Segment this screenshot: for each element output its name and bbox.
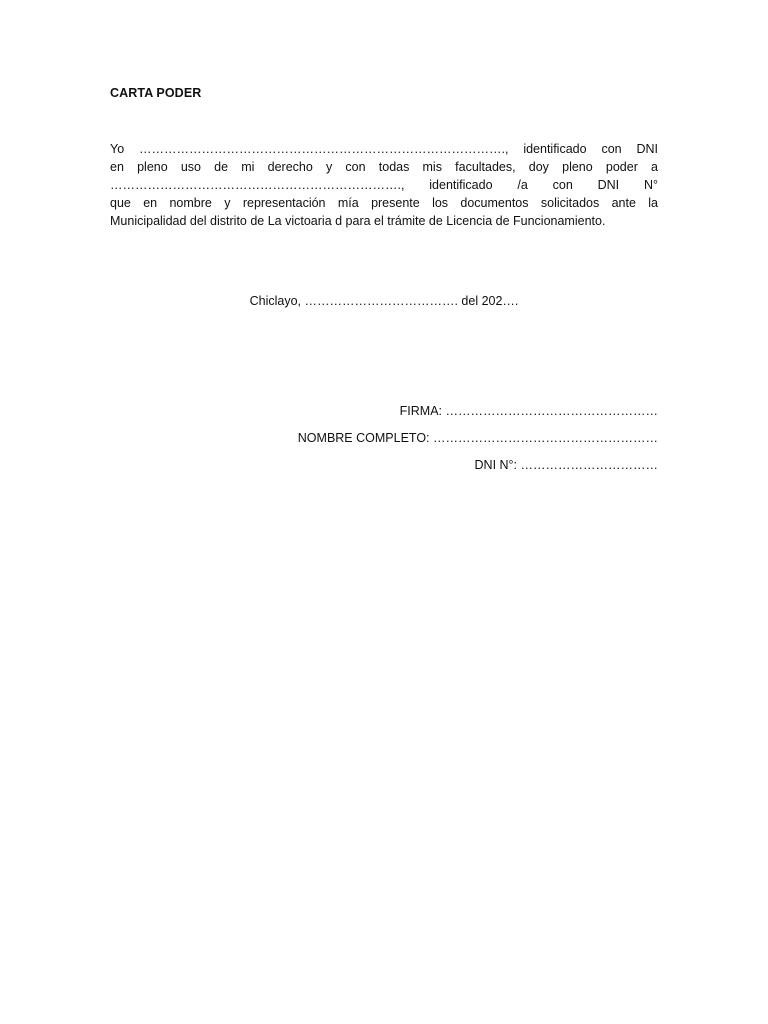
paragraph-line-3: ……………………………………………………………., identificado /a con DNI N° [110, 178, 658, 192]
paragraph-line-2: en pleno uso de mi derecho y con todas mis facultades, doy pleno poder a [110, 160, 658, 174]
paragraph-line-5: Municipalidad del distrito de La victoaria d para el trámite de Licencia de Funcionamiento. [110, 214, 606, 228]
date-line: Chiclayo, ………………………………. del 202…. [249, 294, 519, 308]
paragraph-line-1: Yo ……………………………………………………………………………., identificado con DNI [110, 142, 658, 156]
document-title: CARTA PODER [110, 86, 202, 100]
signature-firma-line: FIRMA: …………………………………………… [399, 404, 658, 418]
signature-full-name-line: NOMBRE COMPLETO: ……………………………………………… [297, 431, 658, 445]
paragraph-line-4: que en nombre y representación mía presente los documentos solicitados ante la [110, 196, 658, 210]
signature-dni-line: DNI N°: …………………………… [474, 458, 658, 472]
signature-block [298, 398, 658, 479]
body-paragraph [110, 140, 658, 230]
